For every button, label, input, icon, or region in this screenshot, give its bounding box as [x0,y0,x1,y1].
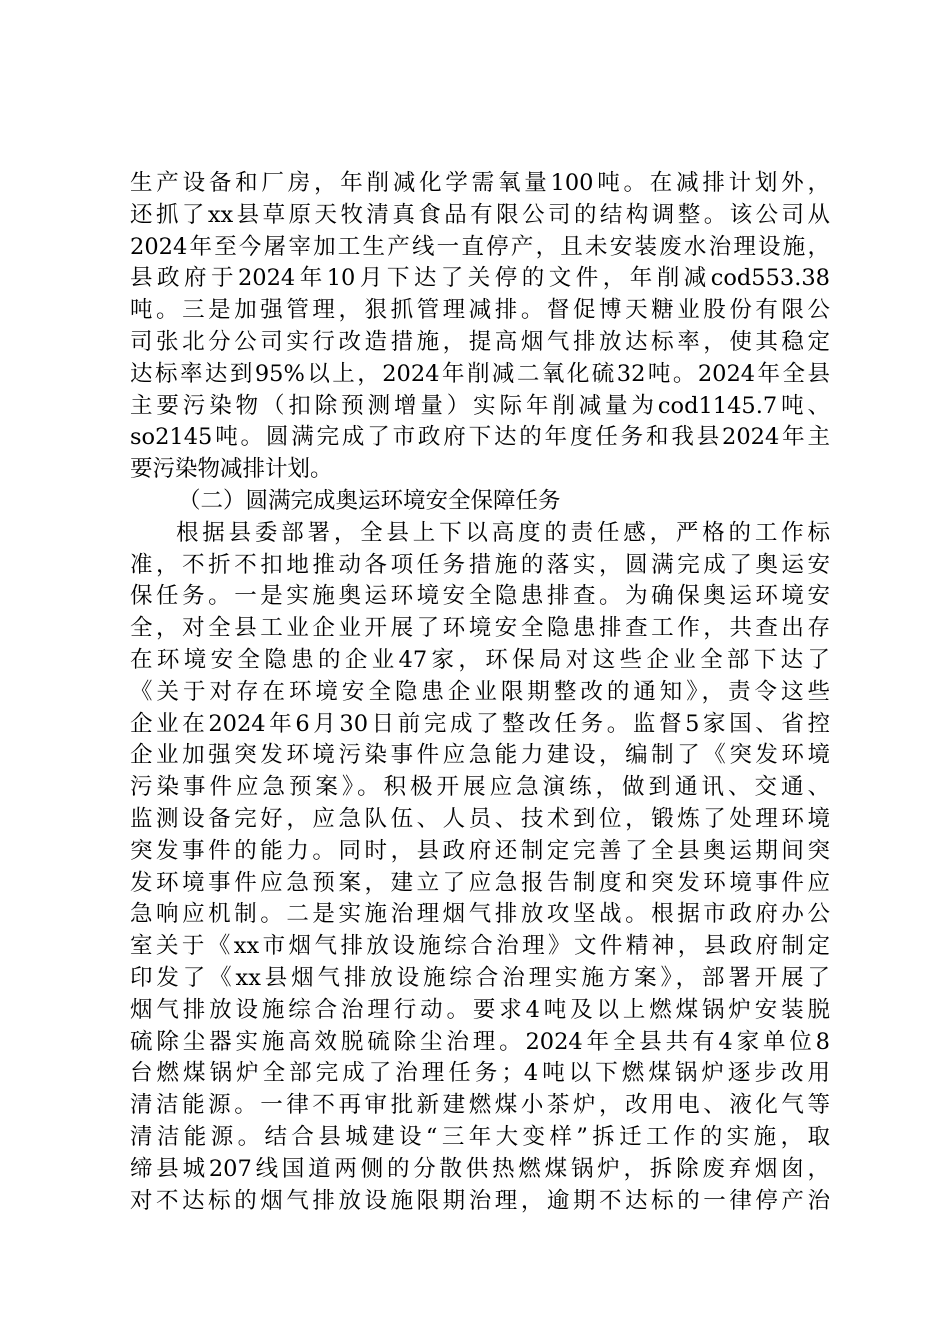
text-line: 根据县委部署，全县上下以高度的责任感，严格的工作标 [176,519,830,546]
text-line: 企业加强突发环境污染事件应急能力建设，编制了《突发环境 [130,742,830,769]
text-line: 司张北分公司实行改造措施，提高烟气排放达标率，使其稳定 [130,328,830,355]
text-line: 还抓了xx县草原天牧清真食品有限公司的结构调整。该公司从 [130,201,830,228]
text-line: 保任务。一是实施奥运环境安全隐患排查。为确保奥运环境安 [130,583,830,610]
text-line: 监测设备完好，应急队伍、人员、技术到位，锻炼了处理环境 [130,805,830,832]
text-line: 达标率达到95%以上，2024年削减二氧化硫32吨。2024年全县 [130,360,830,387]
text-line: 发环境事件应急预案，建立了应急报告制度和突发环境事件应 [130,869,830,896]
section-heading: （二）圆满完成奥运环境安全保障任务 [178,487,561,514]
text-line: 主要污染物（扣除预测增量）实际年削减量为cod1145.7吨、 [130,392,830,419]
text-line: 台燃煤锅炉全部完成了治理任务；4吨以下燃煤锅炉逐步改用 [130,1060,830,1087]
text-line: 缔县城207线国道两侧的分散供热燃煤锅炉，拆除废弃烟囱， [130,1155,830,1182]
text-line: 《关于对存在环境安全隐患企业限期整改的通知》，责令这些 [130,678,830,705]
text-line: 县政府于2024年10月下达了关停的文件，年削减cod553.38 [130,265,830,292]
text-line: 急响应机制。二是实施治理烟气排放攻坚战。根据市政府办公 [130,901,830,928]
document-body [130,168,830,1217]
text-line: 企业在2024年6月30日前完成了整改任务。监督5家国、省控 [130,710,830,737]
text-line: 突发事件的能力。同时，县政府还制定完善了全县奥运期间突 [130,837,830,864]
text-line: 污染事件应急预案》。积极开展应急演练，做到通讯、交通、 [130,774,830,801]
text-line: 吨。三是加强管理，狠抓管理减排。督促博天糖业股份有限公 [130,297,830,324]
text-line: 印发了《xx县烟气排放设施综合治理实施方案》，部署开展了 [130,964,830,991]
text-line: 对不达标的烟气排放设施限期治理，逾期不达标的一律停产治 [130,1187,830,1214]
text-line: 生产设备和厂房，年削减化学需氧量100吨。在减排计划外， [130,170,830,196]
text-line: 在环境安全隐患的企业47家，环保局对这些企业全部下达了 [130,646,830,673]
text-line: so2145吨。圆满完成了市政府下达的年度任务和我县2024年主 [130,424,830,451]
text-line: 室关于《xx市烟气排放设施综合治理》文件精神，县政府制定 [130,933,830,960]
text-line: 要污染物减排计划。 [130,456,333,483]
text-line: 烟气排放设施综合治理行动。要求4吨及以上燃煤锅炉安装脱 [130,996,830,1023]
text-line: 清洁能源。一律不再审批新建燃煤小茶炉，改用电、液化气等 [130,1092,830,1119]
text-line: 全，对全县工业企业开展了环境安全隐患排查工作，共查出存 [130,615,830,642]
text-line: 准，不折不扣地推动各项任务措施的落实，圆满完成了奥运安 [130,551,830,578]
text-line: 2024年至今屠宰加工生产线一直停产，且未安装废水治理设施， [130,233,830,260]
text-line: 清洁能源。结合县城建设“三年大变样”拆迁工作的实施，取 [130,1123,830,1150]
text-line: 硫除尘器实施高效脱硫除尘治理。2024年全县共有4家单位8 [130,1028,830,1055]
